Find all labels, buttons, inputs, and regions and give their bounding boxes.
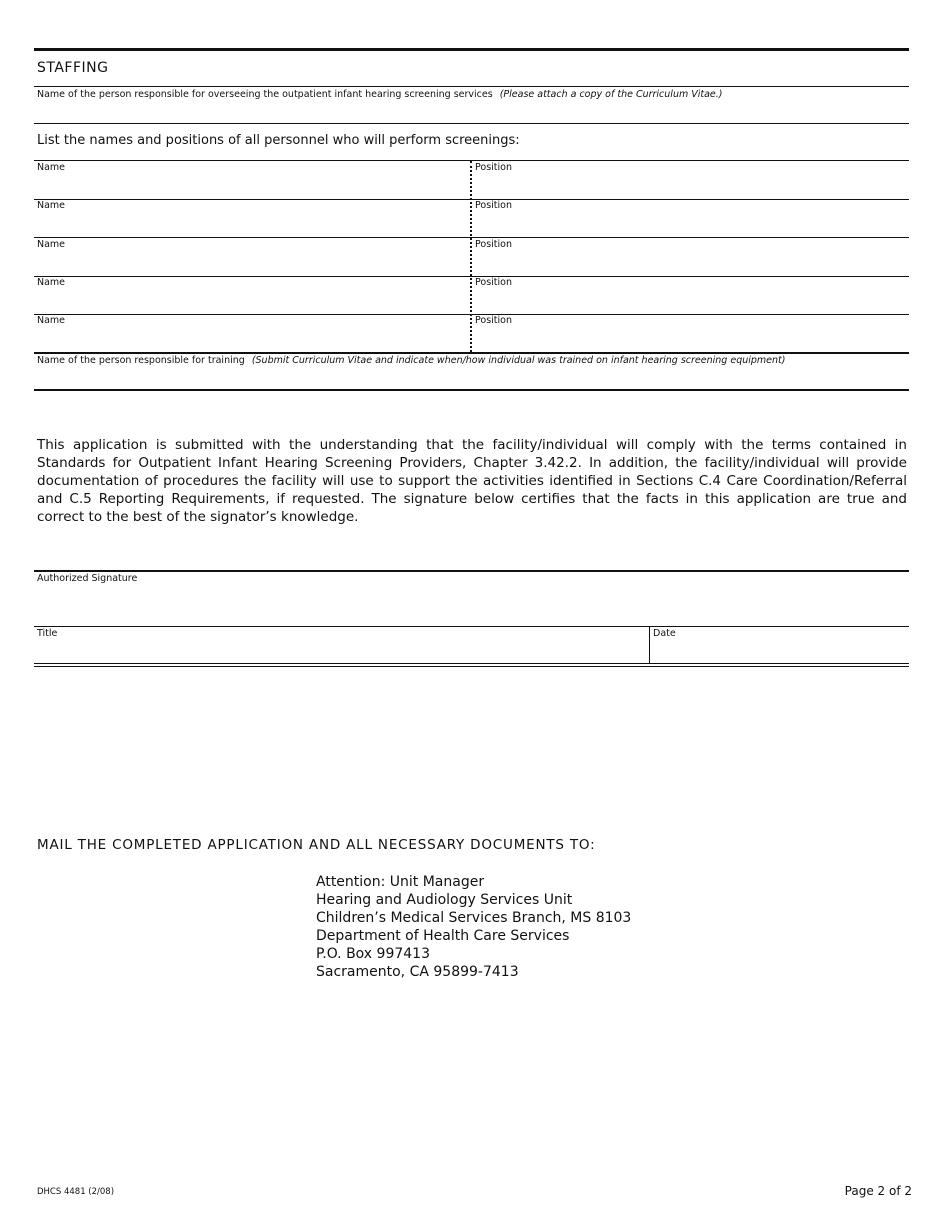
title-input[interactable] (37, 643, 642, 661)
name-label: Name (37, 277, 66, 288)
divider (34, 237, 909, 238)
training-note: (Submit Curriculum Vitae and indicate when/how individual was trained on infant hearing screening equipment) (251, 355, 786, 366)
overseer-label: Name of the person responsible for overseeing the outpatient infant hearing screening services (37, 89, 493, 100)
name-input[interactable] (37, 177, 465, 195)
training-label: Name of the person responsible for training (37, 355, 245, 366)
overseer-input[interactable] (37, 104, 905, 120)
name-input[interactable] (37, 254, 465, 272)
name-label: Name (37, 315, 66, 326)
training-field-label (37, 355, 785, 366)
address-line: Sacramento, CA 95899-7413 (316, 964, 519, 980)
position-label: Position (475, 277, 512, 288)
divider (34, 199, 909, 200)
position-label: Position (475, 315, 512, 326)
top-rule (34, 48, 909, 51)
divider (34, 123, 909, 124)
date-input[interactable] (653, 643, 905, 661)
signature-label: Authorized Signature (37, 573, 138, 584)
divider (34, 314, 909, 315)
training-input[interactable] (37, 370, 905, 387)
name-label: Name (37, 200, 66, 211)
position-input[interactable] (475, 292, 905, 310)
page-number: Page 2 of 2 (844, 1184, 912, 1198)
position-label: Position (475, 162, 512, 173)
divider (34, 666, 909, 667)
form-id: DHCS 4481 (2/08) (37, 1187, 115, 1197)
title-label: Title (37, 628, 58, 639)
position-input[interactable] (475, 215, 905, 233)
column-divider (649, 627, 650, 663)
divider (34, 626, 909, 627)
overseer-note: (Please attach a copy of the Curriculum Vitae.) (499, 89, 723, 100)
name-input[interactable] (37, 292, 465, 310)
personnel-prompt: List the names and positions of all personnel who will perform screenings: (37, 133, 520, 148)
address-line: Hearing and Audiology Services Unit (316, 892, 573, 908)
mailing-heading: MAIL THE COMPLETED APPLICATION AND ALL NECESSARY DOCUMENTS TO: (37, 837, 596, 853)
position-input[interactable] (475, 254, 905, 272)
divider (34, 86, 909, 87)
signature-input[interactable] (37, 590, 905, 620)
address-line: Department of Health Care Services (316, 928, 570, 944)
name-label: Name (37, 239, 66, 250)
divider (34, 389, 909, 391)
divider (34, 352, 909, 354)
column-divider (470, 161, 472, 352)
name-input[interactable] (37, 215, 465, 233)
position-input[interactable] (475, 330, 905, 348)
divider (34, 276, 909, 277)
mailing-address (316, 873, 631, 981)
position-label: Position (475, 239, 512, 250)
address-line: Children’s Medical Services Branch, MS 8103 (316, 910, 632, 926)
overseer-field-label (37, 89, 723, 100)
certification-paragraph: This application is submitted with the understanding that the facility/individual will comply with the terms contained in Standards for Outpatient Infant Hearing Screening Providers, Chapter 3.42.2. In addition, the facility/individual will provide documentation of procedures the facility will use to support the activities identified in Sections C.4 Care Coordination/Referral and C.5 Reporting Requirements, if requested. The signature below certifies that the facts in this application are true and correct to the best of the signator’s knowledge. (37, 437, 907, 525)
address-line: P.O. Box 997413 (316, 946, 430, 962)
name-input[interactable] (37, 330, 465, 348)
name-label: Name (37, 162, 66, 173)
signature-top-rule (34, 570, 909, 572)
divider (34, 663, 909, 664)
date-label: Date (653, 628, 676, 639)
section-heading-staffing: STAFFING (37, 60, 109, 76)
position-input[interactable] (475, 177, 905, 195)
position-label: Position (475, 200, 512, 211)
address-line: Attention: Unit Manager (316, 874, 485, 890)
